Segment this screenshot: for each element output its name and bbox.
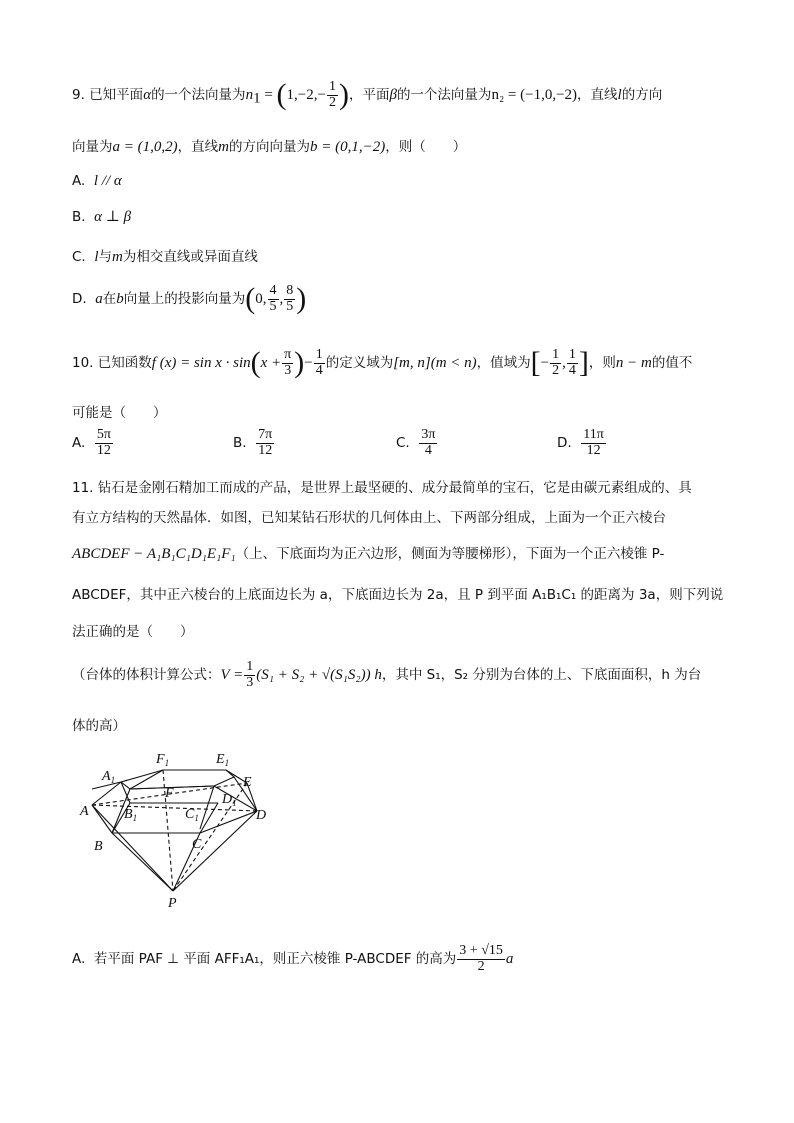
n1-fraction: $\frac{1}{2}$ (328, 78, 336, 110)
q11-option-a (72, 944, 513, 974)
option-label: B. (233, 435, 247, 452)
option-fraction: $\frac{3\pi}{4}$ (421, 427, 436, 458)
label-b1: $B_1$ (124, 807, 138, 823)
q11-line-5 (72, 620, 194, 640)
option-fraction: $\frac{7\pi}{12}$ (258, 427, 273, 458)
fraction-8-5: $\frac{8}{5}$ (286, 282, 294, 314)
label-f: F (165, 786, 174, 801)
n2-vector: n₂ = (−1,0,−2) (491, 87, 578, 103)
beta-symbol: β (389, 87, 397, 103)
q9-option-b (72, 207, 131, 226)
a-symbol: a (95, 291, 103, 307)
option-label: C. (396, 435, 410, 452)
n-minus-m: n − m (615, 355, 652, 371)
pi-over-3: $\frac{\pi}{3}$ (284, 346, 292, 378)
option-text: 为相交直线或异面直线 (122, 249, 258, 265)
q9-line-2 (72, 135, 466, 156)
option-text: 向量上的投影向量为 (123, 291, 246, 307)
q9-option-a (72, 173, 122, 190)
option-text: l // α (93, 173, 122, 189)
q11-line-2 (72, 506, 666, 526)
label-a1: $A_1$ (102, 769, 116, 785)
height-fraction: $\frac{3 + √15}{2}$ (459, 943, 503, 974)
q9-text: ，平面 (348, 87, 390, 103)
q10-option-a (72, 428, 114, 458)
x-plus: x + (260, 355, 282, 371)
label-d1: $D_1$ (222, 792, 237, 808)
q10-line-1: 10. 已知函数f (x) = sin x · sin(x + $\frac{\pi}{3}$ )− $\frac{1}{4}$ 的定义域为[m, n](m < n)，值域为[− $\frac{1}{2}$ , $\frac{1}{4}$ ]，则n − m的值不 (72, 346, 693, 379)
option-label: A. (72, 951, 86, 968)
q9-option-d: D. a在b向量上的投影向量为(0, $\frac{4}{5}$ , $\frac{8}{5}$ ) (72, 282, 307, 315)
zero: 0, (255, 291, 267, 307)
q10-text: ，则 (588, 355, 616, 371)
q9-text: 的一个法向量为 (151, 87, 246, 103)
label-p: P (168, 896, 177, 911)
a-vector: a = (1,0,2) (112, 139, 178, 155)
q9-text: 的方向 (621, 87, 663, 103)
label-c: C (192, 837, 202, 852)
label-d: D (256, 808, 267, 823)
option-text: α ⊥ β (94, 209, 132, 225)
option-fraction: $\frac{11\pi}{12}$ (583, 427, 604, 458)
q9-text: 向量为 (72, 139, 113, 155)
option-label: D. (557, 435, 572, 452)
formula-body: (S₁ + S₂ + √(S₁S₂)) h (256, 667, 382, 684)
q11-text: （台体的体积计算公式： (72, 667, 221, 684)
q11-line-3 (72, 542, 664, 563)
q10-text: 可能是（ ） (72, 405, 167, 421)
n1-values: 1,−2,− (286, 87, 326, 103)
q11-text: ABCDEF，其中正六棱台的上底面边长为 a，下底面边长为 2a，且 P 到平面 A₁B₁C₁ 的距离为 3a，则下列说 (72, 587, 724, 603)
q10-option-c (396, 428, 438, 458)
l-symbol: l (94, 249, 99, 265)
frustum-name: ABCDEF − A₁B₁C₁D₁E₁F₁ (72, 546, 236, 562)
option-label: D. (72, 291, 87, 307)
range-high: $\frac{1}{4}$ (568, 346, 576, 378)
option-fraction: $\frac{5\pi}{12}$ (96, 427, 111, 458)
volume-v: V = (220, 667, 244, 684)
q11-text: 体的高） (72, 718, 126, 734)
diamond-figure (72, 745, 282, 915)
q10-option-d (557, 428, 607, 458)
m-symbol: m (111, 249, 123, 265)
option-text: 在 (102, 291, 117, 307)
minus: − (304, 355, 313, 371)
label-c1: $C_1$ (185, 807, 199, 823)
option-text: 若平面 PAF ⊥ 平面 AFF₁A₁，则正六棱锥 P-ABCDEF 的高为 (93, 951, 457, 968)
q9-number: 9. (72, 87, 85, 103)
range-low: $\frac{1}{2}$ (552, 346, 560, 378)
option-text: 与 (98, 249, 112, 265)
q9-text: ，直线 (177, 139, 219, 155)
q11-text: 有立方结构的天然晶体．如图，已知某钻石形状的几何体由上、下两部分组成，上面为一个正六棱台 (72, 510, 666, 526)
l-symbol: l (617, 87, 622, 103)
function-def: f (x) = sin x · sin (151, 355, 251, 371)
q9-line-1: 9. 已知平面α的一个法向量为$n_1 = (1,-2,-$ $\frac{1}{2}$ )，平面β的一个法向量为n₂ = (−1,0,−2)，直线l的方向 (72, 78, 663, 111)
q9-text: 已知平面 (89, 87, 144, 103)
label-a: A (80, 804, 89, 819)
fraction-4-5: $\frac{4}{5}$ (269, 282, 277, 314)
q11-text: 钻石是金刚石精加工而成的产品，是世界上最坚硬的、成分最简单的宝石，它是由碳元素组成的、具 (97, 480, 692, 496)
q9-text: 的方向向量为 (228, 139, 310, 155)
alpha-symbol: α (143, 87, 152, 103)
one-third: $\frac{1}{3}$ (246, 659, 254, 690)
label-e1: $E_1$ (216, 752, 230, 768)
q10-text: 的值不 (651, 355, 693, 371)
option-label: A. (72, 173, 86, 189)
q11-text: ，其中 S₁，S₂ 分别为台体的上、下底面面积，h 为台 (381, 667, 702, 684)
m-symbol: m (218, 139, 229, 155)
b-vector: b = (0,1,−2) (309, 139, 386, 155)
q11-line-4 (72, 583, 723, 603)
q9-text: 的一个法向量为 (396, 87, 492, 103)
q10-option-b (233, 428, 275, 458)
q11-text: 法正确的是（ ） (72, 624, 194, 640)
option-label: A. (72, 435, 86, 452)
q10-number: 10. (72, 355, 94, 371)
label-e: E (243, 775, 252, 790)
a-symbol: a (505, 951, 514, 968)
q9-option-c (72, 245, 258, 266)
n1-vector: n (245, 87, 254, 103)
q9-text: ，直线 (577, 87, 618, 103)
q10-line-2 (72, 401, 167, 421)
q10-text: 已知函数 (97, 355, 152, 371)
q9-text: ，则（ ） (385, 139, 467, 155)
b-symbol: b (116, 291, 124, 307)
option-label: B. (72, 209, 86, 225)
label-f1: $F_1$ (156, 752, 170, 768)
option-label: C. (72, 249, 86, 265)
q11-line-1 (72, 476, 692, 496)
label-b: B (94, 839, 103, 854)
q11-text: （上、下底面均为正六边形，侧面为等腰梯形），下面为一个正六棱锥 P- (235, 546, 665, 562)
q10-text: 的定义域为 (325, 355, 394, 371)
q11-number: 11. (72, 480, 94, 496)
q11-line-7 (72, 714, 126, 734)
q11-formula-line (72, 660, 701, 690)
q10-text: ，值域为 (476, 355, 531, 371)
domain: [m, n](m < n) (393, 355, 477, 371)
one-quarter: $\frac{1}{4}$ (315, 346, 323, 378)
